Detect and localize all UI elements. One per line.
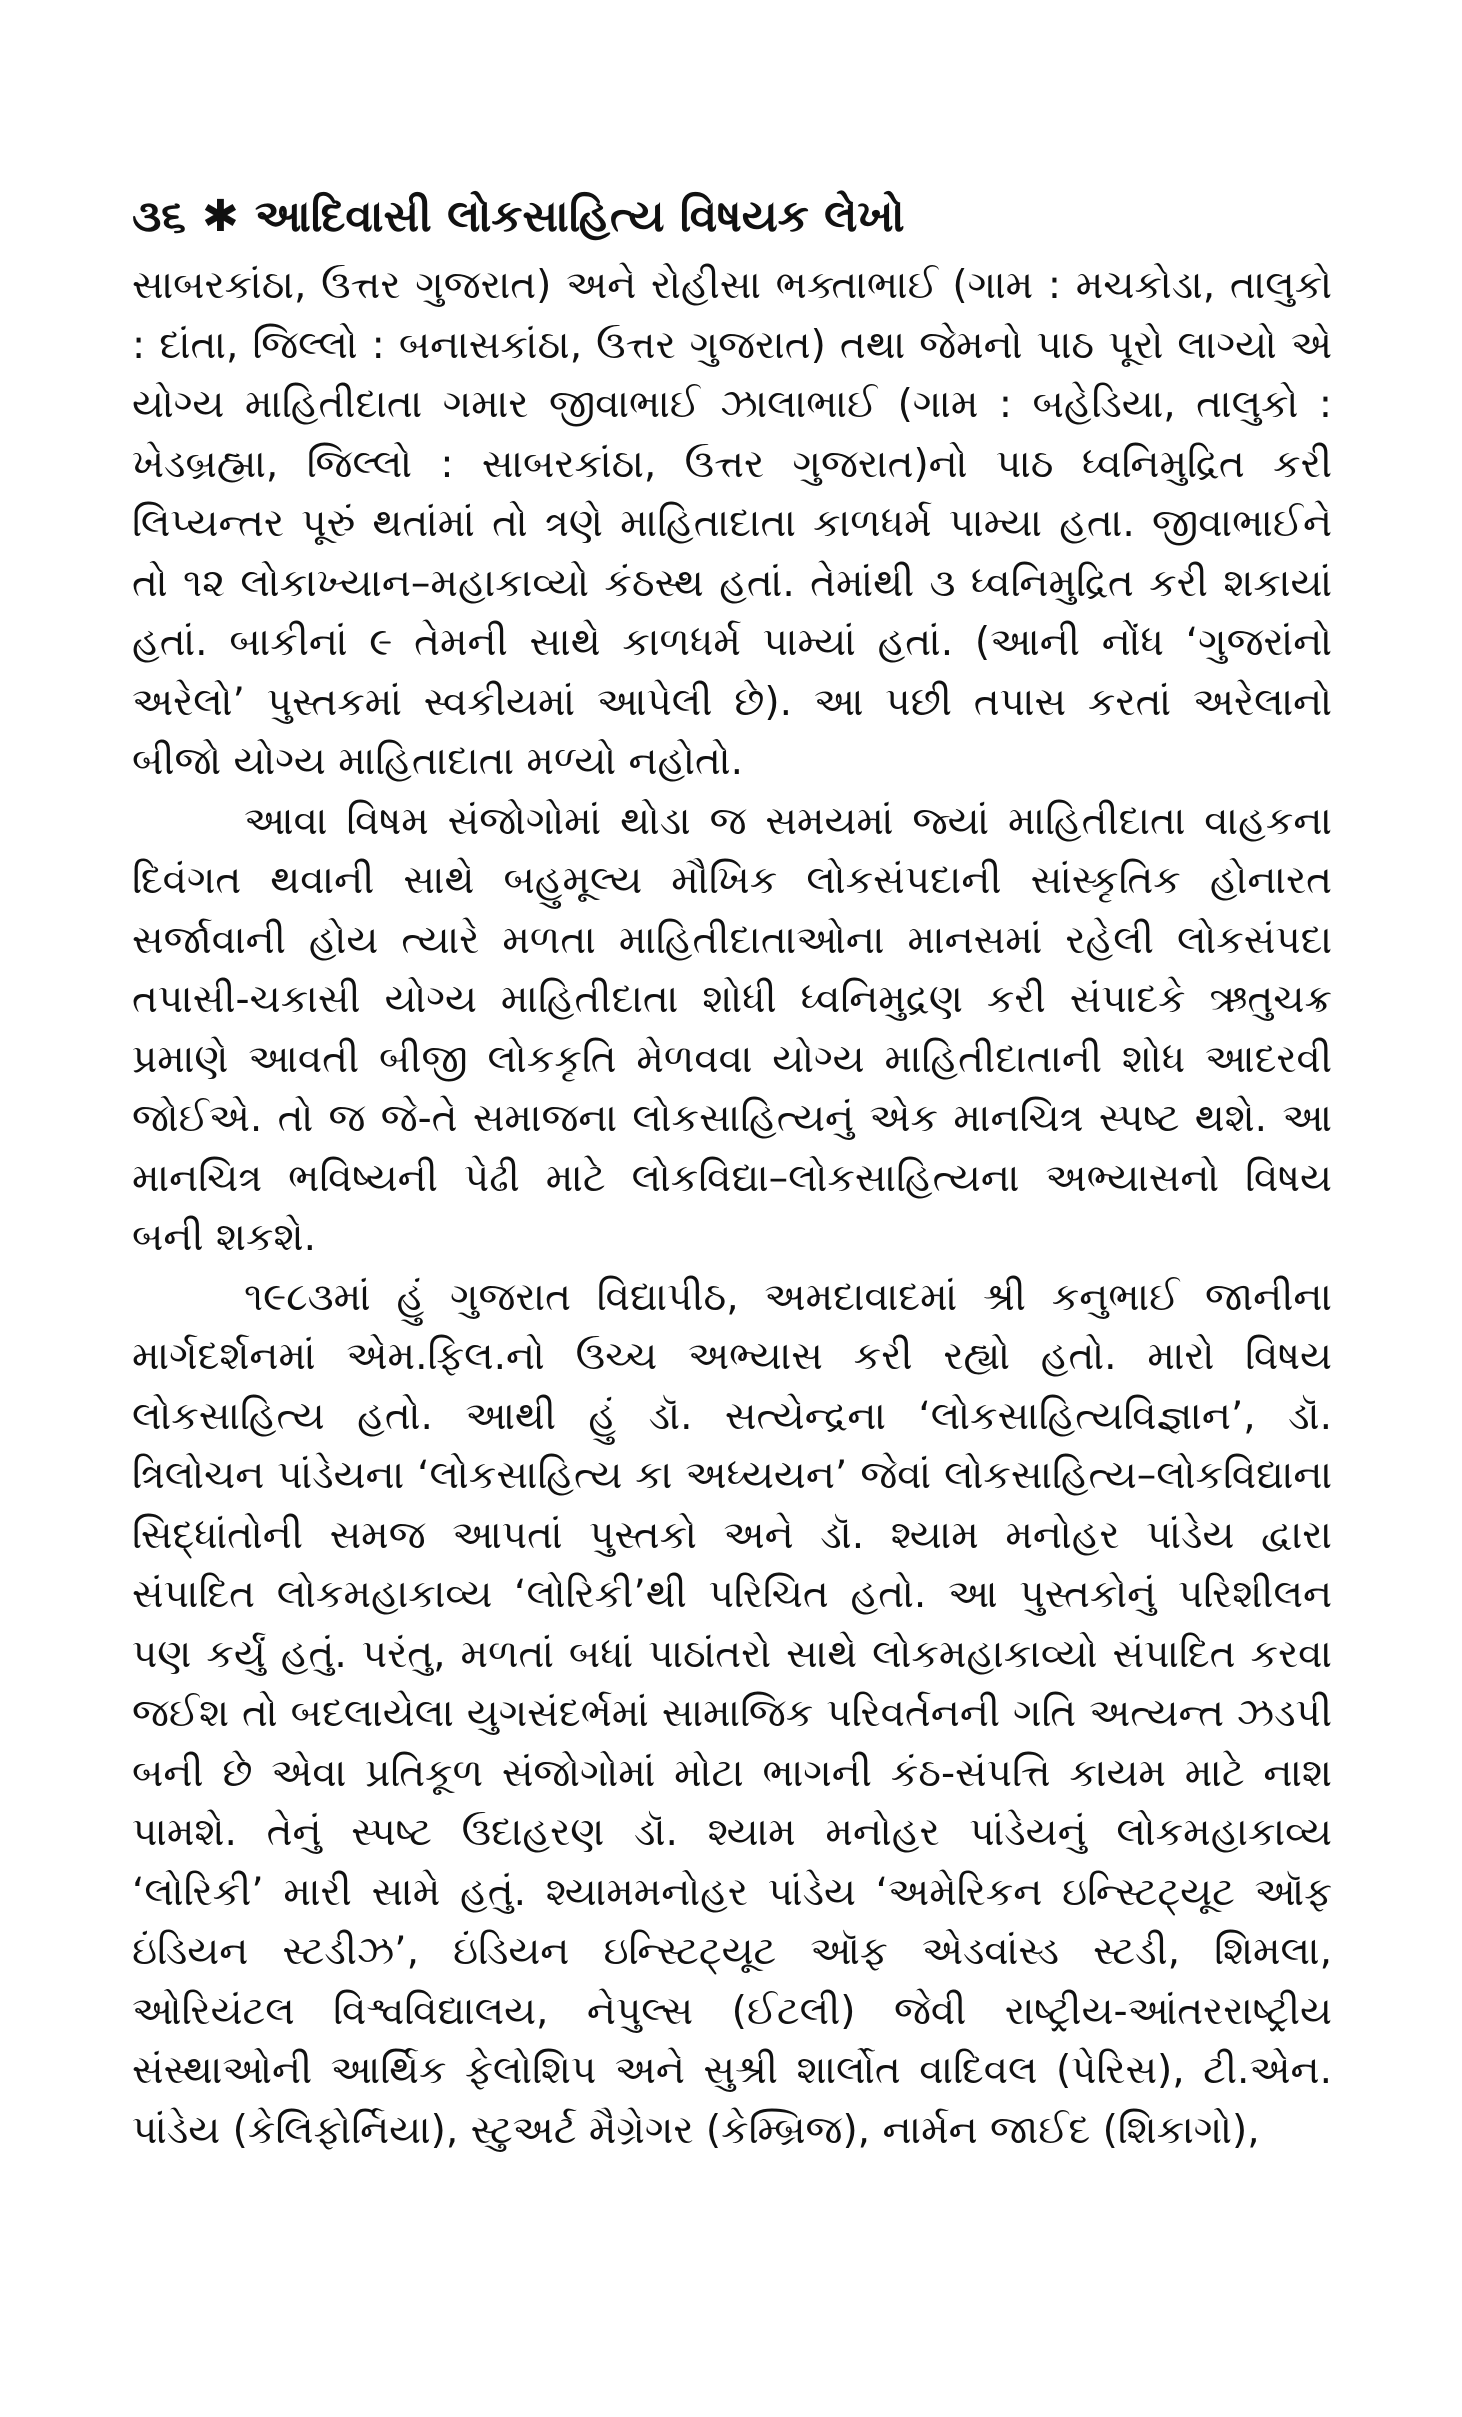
- paragraph: આવા વિષમ સંજોગોમાં થોડા જ સમયમાં જ્યાં માહિતીદાતા વાહકના દિવંગત થવાની સાથે બહુમૂલ્ય મૌખિક લોકસંપદાની સાંસ્કૃતિક હોનારત સર્જાવાની હોય ત્યારે મળતા માહિતીદાતાઓના માનસમાં રહેલી લોકસંપદા તપાસી-ચકાસી યોગ્ય માહિતીદાતા શોધી ધ્વનિમુદ્રણ કરી સંપાદકે ઋતુચક્ર પ્રમાણે આવતી બીજી લોકકૃતિ મેળવવા યોગ્ય માહિતીદાતાની શોધ આદરવી જોઈએ. તો જ જે-તે સમાજના લોકસાહિત્યનું એક માનચિત્ર સ્પષ્ટ થશે. આ માનચિત્ર ભવિષ્યની પેઢી માટે લોકવિદ્યા–લોકસાહિત્યના અભ્યાસનો વિષય બની શકશે.: [132, 798, 1332, 1260]
- book-title: આદિવાસી લોકસાહિત્ય વિષયક લેખો: [254, 191, 905, 242]
- paragraph-continuation: સાબરકાંઠા, ઉત્તર ગુજરાત) અને રોહીસા ભક્તાભાઈ (ગામ : મચકોડા, તાલુકો : દાંતા, જિલ્લો : બનાસકાંઠા, ઉત્તર ગુજરાત) તથા જેમનો પાઠ પૂરો લાગ્યો એ યોગ્ય માહિતીદાતા ગમાર જીવાભાઈ ઝાલાભાઈ (ગામ : બહેડિયા, તાલુકો : ખેડબ્રહ્મા, જિલ્લો : સાબરકાંઠા, ઉત્તર ગુજરાત)નો પાઠ ધ્વનિમુદ્રિત કરી લિપ્યન્તર પૂરું થતાંમાં તો ત્રણે માહિતાદાતા કાળધર્મ પામ્યા હતા. જીવાભાઈને તો ૧૨ લોકાખ્યાન–મહાકાવ્યો કંઠસ્થ હતાં. તેમાંથી ૩ ધ્વનિમુદ્રિત કરી શકાયાં હતાં. બાકીનાં ૯ તેમની સાથે કાળધર્મ પામ્યાં હતાં. (આની નોંધ ‘ગુજરાંનો અરેલો’ પુસ્તકમાં સ્વકીયમાં આપેલી છે). આ પછી તપાસ કરતાં અરેલાનો બીજો યોગ્ય માહિતાદાતા મળ્યો નહોતો.: [132, 263, 1332, 784]
- running-header: [132, 186, 1332, 248]
- asterisk-separator-icon: ✱: [201, 191, 239, 242]
- book-page: [132, 186, 1332, 2160]
- paragraph: ૧૯૮૩માં હું ગુજરાત વિદ્યાપીઠ, અમદાવાદમાં શ્રી કનુભાઈ જાનીના માર્ગદર્શનમાં એમ.ફિલ.નો ઉચ્ચ અભ્યાસ કરી રહ્યો હતો. મારો વિષય લોકસાહિત્ય હતો. આથી હું ડૉ. સત્યેન્દ્રના ‘લોકસાહિત્યવિજ્ઞાન’, ડૉ. ત્રિલોચન પાંડેયના ‘લોકસાહિત્ય કા અધ્યયન’ જેવાં લોકસાહિત્ય–લોકવિદ્યાના સિદ્ધાંતોની સમજ આપતાં પુસ્તકો અને ડૉ. શ્યામ મનોહર પાંડેય દ્વારા સંપાદિત લોકમહાકાવ્ય ‘લોરિકી’થી પરિચિત હતો. આ પુસ્તકોનું પરિશીલન પણ કર્યું હતું. પરંતુ, મળતાં બધાં પાઠાંતરો સાથે લોકમહાકાવ્યો સંપાદિત કરવા જઈશ તો બદલાયેલા યુગસંદર્ભમાં સામાજિક પરિવર્તનની ગતિ અત્યન્ત ઝડપી બની છે એવા પ્રતિકૂળ સંજોગોમાં મોટા ભાગની કંઠ-સંપત્તિ કાયમ માટે નાશ પામશે. તેનું સ્પષ્ટ ઉદાહરણ ડૉ. શ્યામ મનોહર પાંડેયનું લોકમહાકાવ્ય ‘લોરિકી’ મારી સામે હતું. શ્યામમનોહર પાંડેય ‘અમેરિકન ઇન્સ્ટિટ્યૂટ ઑફ ઇંડિયન સ્ટડીઝ’, ઇંડિયન ઇન્સ્ટિટ્યૂટ ઑફ એડવાંસ્ડ સ્ટડી, શિમલા, ઓરિયંટલ વિશ્વવિદ્યાલય, નેપુલ્સ (ઈટલી) જેવી રાષ્ટ્રીય-આંતરરાષ્ટ્રીય સંસ્થાઓની આર્થિક ફેલોશિપ અને સુશ્રી શાર્લોત વાદિવલ (પેરિસ), ટી.એન. પાંડેય (કેલિફોર્નિયા), સ્ટુઅર્ટ મૈગ્રેગર (કેમ્બ્રિજ), નાર્મન જાઈદ (શિકાગો),: [132, 1274, 1332, 2153]
- page-number: ૩૬: [132, 191, 186, 242]
